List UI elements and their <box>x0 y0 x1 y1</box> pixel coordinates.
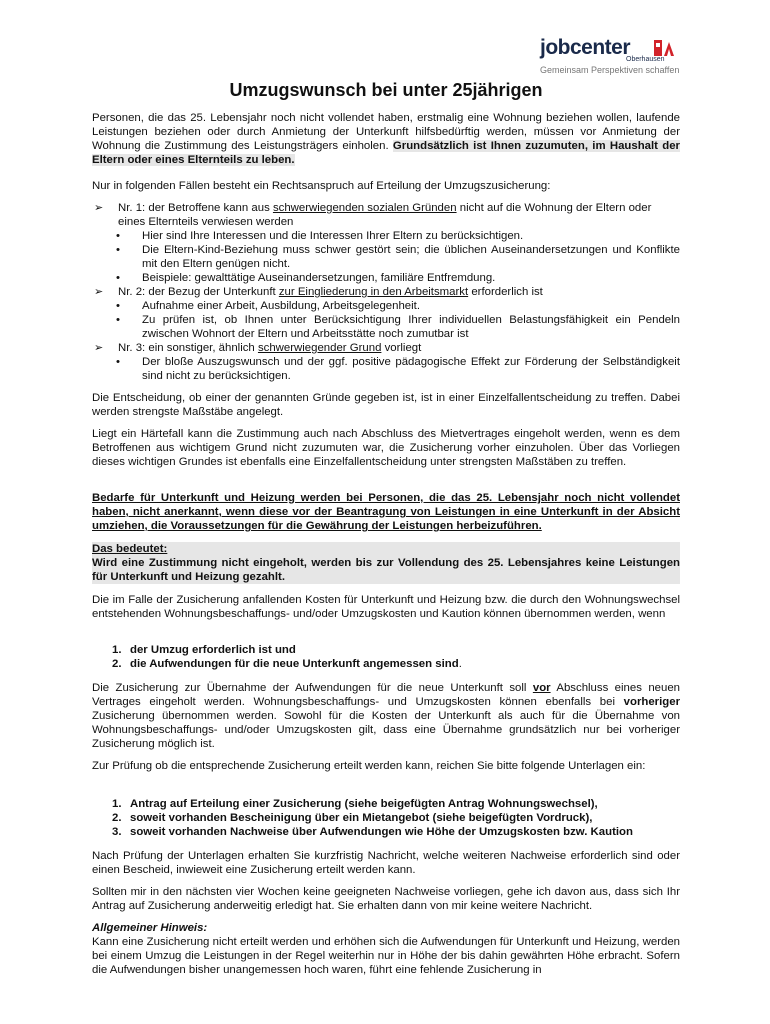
case-1-text: Nr. 1: der Betroffene kann aus schwerwiegenden sozialen Gründen nicht auf die Wohnung der Eltern oder eines Elternteils verwiesen werden <box>118 202 652 228</box>
logo-wordmark: jobcenter <box>540 36 631 59</box>
general-note <box>92 921 680 977</box>
arrow-bullet-icon: ➢ <box>94 202 104 214</box>
hardship-paragraph: Liegt ein Härtefall kann die Zustimmung auch nach Abschluss des Mietvertrages eingeholt werden, wenn es dem Betroffenen aus wichtigem Grund nicht zuzumuten war, die Zusicherung vorher einzuholen. Über das Vorliegen dieses wichtigen Grundes ist ebenfalls eine Einzelfallentscheidung unter strengsten Maßstäben zu treffen. <box>92 428 680 468</box>
case-3-text: Nr. 3: ein sonstiger, ähnlich schwerwiegender Grund vorliegt <box>118 342 422 354</box>
intro-highlight: Grundsätzlich ist Ihnen zuzumuten, im Haushalt der Eltern oder eines Elternteils zu leben. <box>92 140 680 166</box>
rights-intro: Nur in folgenden Fällen besteht ein Rechtsanspruch auf Erteilung der Umzugszusicherung: <box>92 180 551 192</box>
decision-paragraph: Die Entscheidung, ob einer der genannten Gründe gegeben ist, ist in einer Einzelfallentscheidung zu treffen. Dabei werden strengste Maßstäbe angelegt. <box>92 392 680 418</box>
costs-intro: Die im Falle der Zusicherung anfallenden Kosten für Unterkunft und Heizung bzw. die durch den Wohnungswechsel entstehenden Wohnungsbeschaffungs- und/oder Umzugskosten und Kaution können übernommen werden, wenn <box>92 594 680 620</box>
general-note-label: Allgemeiner Hinweis: <box>92 922 208 934</box>
logo-city: Oberhausen <box>626 56 665 63</box>
meaning-block <box>92 542 680 584</box>
jobcenter-logo <box>540 36 690 80</box>
general-note-text: Kann eine Zusicherung nicht erteilt werden und erhöhen sich die Aufwendungen für Unterkunft und Heizung, werden bei einem Umzug die Leistungen in der Regel weiterhin nur in Höhe der bis dahin gewährten Höhe erbracht. Sofern die Aufwendungen bisher unangemessen hoch waren, führt eine fehlende Zusicherung in <box>92 936 680 976</box>
arrow-bullet-icon: ➢ <box>94 342 104 354</box>
assurance-paragraph: Die Zusicherung zur Übernahme der Aufwendungen für die neue Unterkunft soll vor Abschluss eines neuen Vertrages eingeholt werden. Wohnungsbeschaffungs- und Umzugskosten können ebenfalls bei vorheriger Zusicherung übernommen werden. Sowohl für die Kosten der Unterkunft als auch für die Übernahme von Wohnungsbeschaffungs- und/oder Umzugskosten gilt, dass eine Übernahme grundsätzlich nur bei vorheriger Zusicherung möglich ist. <box>92 682 680 750</box>
intro-text: Personen, die das 25. Lebensjahr noch nicht vollendet haben, erstmalig eine Wohnung beziehen wollen, laufende Leistungen beziehen oder durch Anmietung der Unterkunft hilfsbedürftig werden, müssen vor Anmietung der Wohnung die Zustimmung des Leistungsträgers einholen. <box>92 112 680 152</box>
intro-paragraph <box>92 111 680 167</box>
logo-slogan: Gemeinsam Perspektiven schaffen <box>540 65 680 75</box>
documents-intro: Zur Prüfung ob die entsprechende Zusicherung erteilt werden kann, reichen Sie bitte folgende Unterlagen ein: <box>92 760 646 772</box>
city-crest-icon <box>654 40 674 58</box>
case-2-text: Nr. 2: der Bezug der Unterkunft zur Eingliederung in den Arbeitsmarkt erforderlich ist <box>118 286 543 298</box>
needs-warning: Bedarfe für Unterkunft und Heizung werden bei Personen, die das 25. Lebensjahr noch nicht vollendet haben, nicht anerkannt, wenn diese vor der Beantragung von Leistungen in eine Unterkunft in der Absicht umziehen, die Voraussetzungen für die Gewährung der Leistungen herbeizuführen. <box>92 492 680 532</box>
no-docs-paragraph: Sollten mir in den nächsten vier Wochen keine geeigneten Nachweise vorliegen, gehe ich davon aus, dass sich Ihr Antrag auf Zusicherung anderweitig erledigt hat. Sie erhalten dann von mir keine weitere Nachricht. <box>92 886 680 912</box>
page-title: Umzugswunsch bei unter 25jährigen <box>229 80 543 100</box>
meaning-text: Wird eine Zustimmung nicht eingeholt, werden bis zur Vollendung des 25. Lebensjahres keine Leistungen für Unterkunft und Heizung gezahlt. <box>92 557 680 583</box>
after-check-paragraph: Nach Prüfung der Unterlagen erhalten Sie kurzfristig Nachricht, welche weiteren Nachweise erforderlich sind oder einen Bescheid, inwieweit eine Zusicherung erteilt werden kann. <box>92 850 680 876</box>
meaning-label: Das bedeutet: <box>92 543 168 555</box>
arrow-bullet-icon: ➢ <box>94 286 104 298</box>
